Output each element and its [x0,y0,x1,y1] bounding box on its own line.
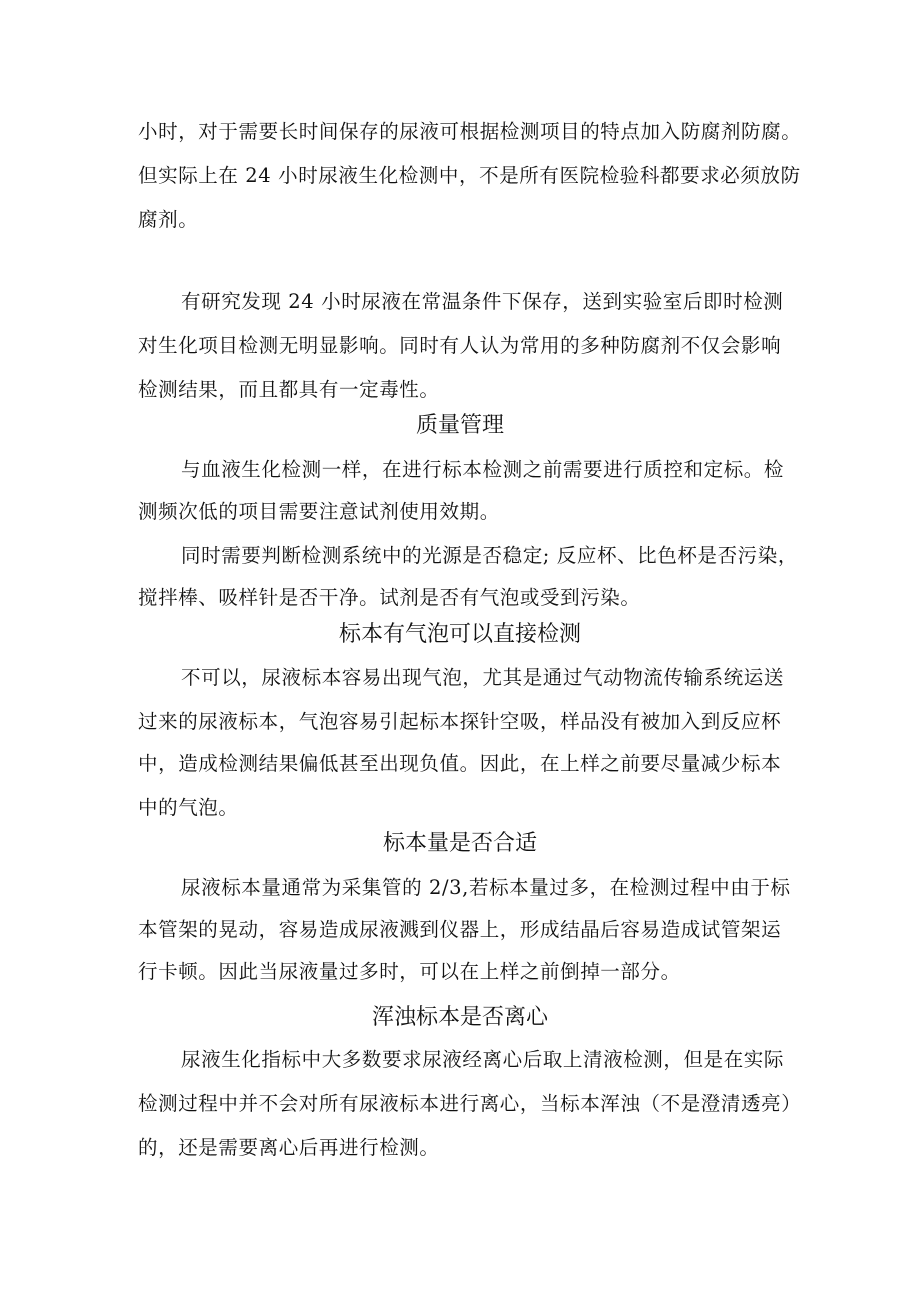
volume-line: 尿液标本量通常为采集管的 2/3,若标本量过多，在检测过程中由于标 [181,876,791,899]
bubbles-line: 不可以，尿液标本容易出现气泡，尤其是通过气动物流传输系统运送 [181,666,785,689]
quality-line: 搅拌棒、吸样针是否干净。试剂是否有气泡或受到污染。 [138,586,641,609]
research-line: 对生化项目检测无明显影响。同时有人认为常用的多种防腐剂不仅会影响 [138,334,782,357]
volume-line: 行卡顿。因此当尿液量过多时，可以在上样之前倒掉一部分。 [138,960,681,983]
intro-line: 腐剂。 [138,208,199,231]
research-line: 有研究发现 24 小时尿液在常温条件下保存，送到实验室后即时检测 [181,290,784,313]
turbid-line: 的，还是需要离心后再进行检测。 [138,1136,440,1159]
section-heading-bubbles: 标本有气泡可以直接检测 [338,622,581,647]
quality-line: 测频次低的项目需要注意试剂使用效期。 [138,500,500,523]
intro-line: 小时，对于需要长时间保存的尿液可根据检测项目的特点加入防腐剂防腐。 [138,120,802,143]
section-heading-turbid: 浑浊标本是否离心 [371,1005,548,1030]
bubbles-line: 中的气泡。 [138,796,239,819]
bubbles-line: 过来的尿液标本，气泡容易引起标本探针空吸，样品没有被加入到反应杯 [138,710,782,733]
volume-line: 本管架的晃动，容易造成尿液溅到仪器上，形成结晶后容易造成试管架运 [138,918,782,941]
quality-line: 与血液生化检测一样，在进行标本检测之前需要进行质控和定标。检 [181,458,785,481]
intro-line: 但实际上在 24 小时尿液生化检测中，不是所有医院检验科都要求必须放防 [138,164,801,187]
section-heading-volume: 标本量是否合适 [382,831,537,856]
research-line: 检测结果，而且都具有一定毒性。 [138,378,440,401]
section-heading-quality: 质量管理 [415,413,504,438]
turbid-line: 检测过程中并不会对所有尿液标本进行离心，当标本浑浊（不是澄清透亮） [138,1092,802,1115]
bubbles-line: 中，造成检测结果偏低甚至出现负值。因此，在上样之前要尽量减少标本 [138,752,782,775]
quality-line: 同时需要判断检测系统中的光源是否稳定; 反应杯、比色杯是否污染， [181,544,798,567]
turbid-line: 尿液生化指标中大多数要求尿液经离心后取上清液检测，但是在实际 [181,1048,785,1071]
